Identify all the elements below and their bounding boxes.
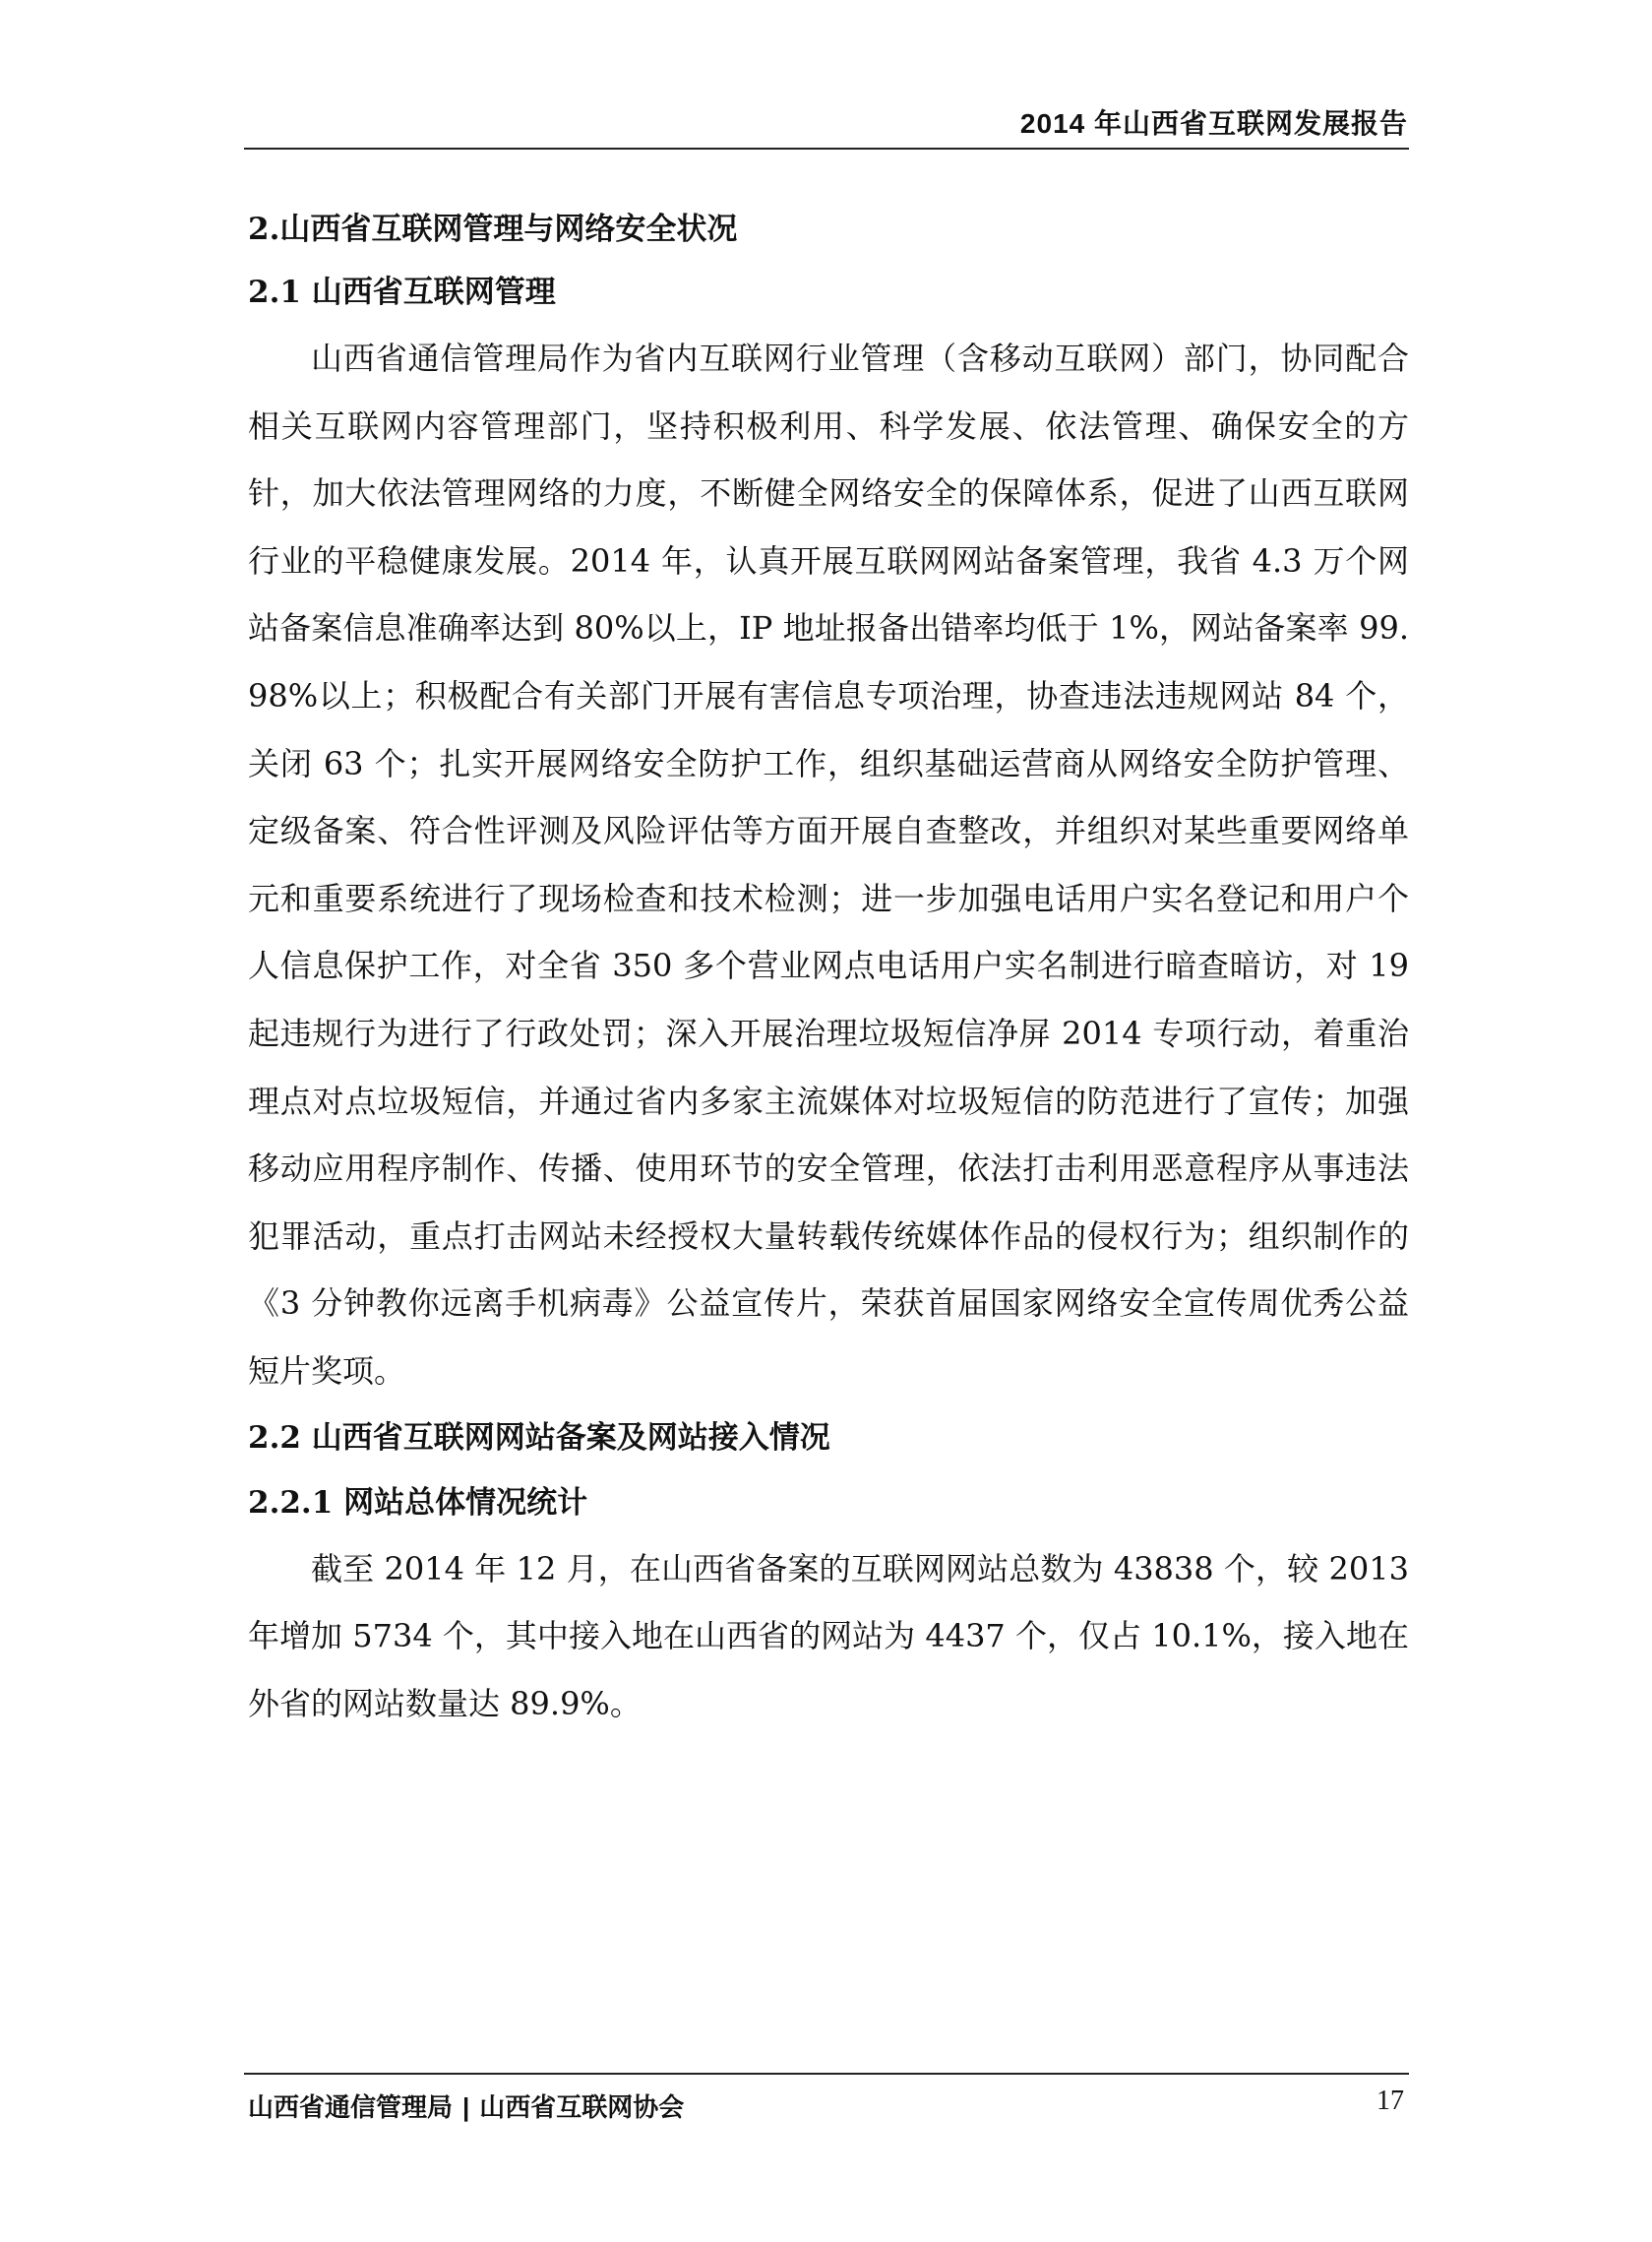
paragraph-internet-management: 山西省通信管理局作为省内互联网行业管理（含移动互联网）部门，协同配合相关互联网内容管理部门，坚持积极利用、科学发展、依法管理、确保安全的方针，加大依法管理网络的力度，不断健全网络安全的保障体系，促进了山西互联网行业的平稳健康发展。2014 年，认真开展互联网网站备案管理，我省 4.3 万个网站备案信息准确率达到 80%以上，IP 地址报备出错率均低于 1%，网站备案率 99.98%以上；积极配合有关部门开展有害信息专项治理，协查违法违规网站 84 个，关闭 63 个；扎实开展网络安全防护工作，组织基础运营商从网络安全防护管理、定级备案、符合性评测及风险评估等方面开展自查整改，并组织对某些重要网络单元和重要系统进行了现场检查和技术检测；进一步加强电话用户实名登记和用户个人信息保护工作，对全省 350 多个营业网点电话用户实名制进行暗查暗访，对 19 起违规行为进行了行政处罚；深入开展治理垃圾短信净屏 2014 专项行动，着重治理点对点垃圾短信，并通过省内多家主流媒体对垃圾短信的防范进行了宣传；加强移动应用程序制作、传播、使用环节的安全管理，依法打击利用恶意程序从事违法犯罪活动，重点打击网站未经授权大量转载传统媒体作品的侵权行为；组织制作的《3 分钟教你远离手机病毒》公益宣传片，荣获首届国家网络安全宣传周优秀公益短片奖项。 xyxy=(248,340,1409,1390)
header-rule xyxy=(244,148,1409,150)
paragraph-website-statistics: 截至 2014 年 12 月，在山西省备案的互联网网站总数为 43838 个，较 2013 年增加 5734 个，其中接入地在山西省的网站为 4437 个，仅占 10.1%，接入地在外省的网站数量达 89.9%。 xyxy=(248,1549,1409,1722)
page-number: 17 xyxy=(1377,2086,1404,2116)
section-heading-2-1: 2.1 山西省互联网管理 xyxy=(248,275,556,310)
footer-org-right: 山西省互联网协会 xyxy=(479,2092,685,2122)
footer-organizations xyxy=(248,2087,684,2124)
footer-separator: | xyxy=(462,2092,470,2122)
page-content xyxy=(248,199,1409,1737)
section-heading-2-2: 2.2 山西省互联网网站备案及网站接入情况 xyxy=(248,1419,830,1456)
footer-org-left: 山西省通信管理局 xyxy=(248,2092,454,2122)
section-heading-2-2-1: 2.2.1 网站总体情况统计 xyxy=(248,1484,588,1521)
footer-rule xyxy=(244,2073,1409,2075)
section-heading-2: 2.山西省互联网管理与网络安全状况 xyxy=(248,212,738,247)
running-header-title: 2014 年山西省互联网发展报告 xyxy=(1019,108,1408,139)
